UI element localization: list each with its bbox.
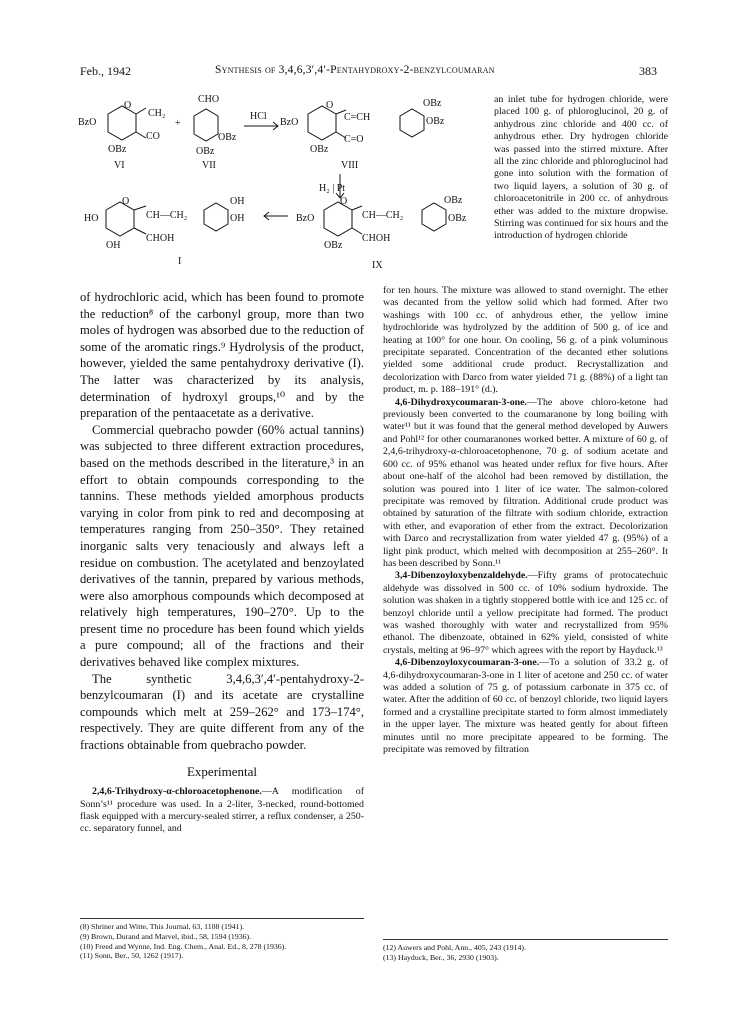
footnotes-left [80, 918, 364, 961]
page-number: 383 [639, 64, 657, 78]
ring-oxygen-label: O [340, 196, 348, 207]
footnote: (9) Brown, Durand and Marvel, ibid., 58, 1594 (1936). [80, 931, 252, 941]
footnote: (11) Sonn, Ber., 50, 1262 (1917). [80, 951, 184, 961]
carbonyl-label: CO [146, 131, 160, 142]
carbinol-label: CHOH [362, 233, 391, 244]
procedure-paragraph [383, 657, 668, 756]
compound-i-structure [84, 196, 244, 267]
procedure-title: 4,6-Dibenzoyloxycoumaran-3-one. [395, 657, 540, 669]
benzoyloxy-label: OBz [423, 98, 442, 109]
compound-viii-structure [280, 98, 445, 171]
procedure-title: 4,6-Dihydroxycoumaran-3-one. [395, 396, 528, 408]
benzoyloxy-label: OBz [448, 213, 467, 224]
running-header-date: Feb., 1942 [80, 64, 131, 78]
compound-vii-structure [194, 94, 237, 171]
procedure-paragraph [383, 397, 668, 571]
procedure-text: —To a solution of 33.2 g. of 4,6-dihydroxycoumaran-3-one in 1 liter of acetone and 250 cc. of water was added a solution of 75 g. of potassium carbonate in 375 cc. of water. After the addition of 60 cc. of benzoyl chloride, two liquid layers formed and a crystalline precipitate started to form almost immediately in the upper layer. The mixture was heated gently for about fifteen minutes until no more precipitate appeared to be forming. The precipitate was removed by filtration [383, 657, 668, 756]
methylene-label: CH—CH₂ [146, 210, 188, 221]
ring-oxygen-label: O [122, 196, 130, 207]
paragraph: for ten hours. The mixture was allowed to stand overnight. The ether was decanted from the yellow solid which had formed. After two washings with 100 cc. of anhydrous ether, the yellow imine hydrochloride was hydrolyzed by the addition of 500 g. of ice and heating at 100° for one hour. On cooling, 56 g. of a pink voluminous precipitate separated. Concentration of the decanted ether solutions yielded some additional crude product. Recrystallization and decolorization with Darco from water yielded 71 g. (88%) of a light tan product, m. p. 188–191° (d.). [383, 285, 668, 396]
hydroxyl-label: OH [230, 196, 245, 207]
benzoyloxy-label: BzO [296, 213, 315, 224]
ring-oxygen-label: O [124, 100, 132, 111]
footnote: (8) Shriner and Witte, This Journal, 63, 1108 (1941). [80, 922, 245, 931]
hydroxyl-label: OH [230, 213, 245, 224]
section-heading-experimental: Experimental [186, 763, 258, 779]
paragraph: Commercial quebracho powder (60% actual tannins) was subjected to three different extraction procedures, based on the methods described in the literature,³ in an effort to obtain compounds corresponding to the tannins. These methods yielded amorphous products varying in color from pink to red and decomposing at temperatures ranging from 250–350°. They retained inorganic salts very tenaciously and always left a residue on combustion. The acetylated and benzoylated derivatives of the tannin, prepared by various methods, were also amorphous compounds which decomposed at relatively high temperatures, 190–270°. Up to the present time no procedure has been found which yields a pure compound; all of the fractions and their derivatives behaved like complex mixtures. [80, 422, 364, 670]
benzoyloxy-label: BzO [78, 117, 97, 128]
procedure-text: —A modification of Sonn’s¹¹ procedure was used. In a 2-liter, 3-necked, round-bottomed flask equipped with a mercury-sealed stirrer, a reflux condenser, a 250-cc. separatory funnel, and [80, 786, 364, 835]
reagent-hydrogen-platinum: H₂ | Pt [319, 183, 346, 194]
right-column-top-text [494, 94, 668, 243]
benzoyloxy-label: OBz [426, 116, 445, 127]
procedure-paragraph [383, 570, 668, 657]
reagent-hcl: HCl [250, 111, 267, 122]
reaction-scheme [78, 92, 490, 284]
hydroxyl-label: HO [84, 213, 99, 224]
benzoyloxy-label: OBz [108, 144, 127, 155]
compound-label-vi: VI [114, 160, 125, 171]
compound-label-viii: VIII [341, 160, 359, 171]
compound-vi-structure [78, 100, 165, 171]
paragraph: an inlet tube for hydrogen chloride, were placed 100 g. of phloroglucinol, 20 g. of anhydrous zinc chloride and 400 cc. of anhydrous ether. Dry hydrogen chloride was passed into the stirred mixture. After all the zinc chloride and phloroglucinol had gone into solution with the formation of two liquid layers, a solution of 30 g. of chloroacetonitrile in 200 cc. of anhydrous ether was added to the mixture dropwise. Stirring was continued for six hours and the introduction of hydrogen chloride [494, 94, 668, 242]
compound-label-i: I [178, 256, 182, 267]
compound-label-ix: IX [372, 260, 383, 271]
methylene-label: CH—CH₂ [362, 210, 404, 221]
footnote: (13) Hayduck, Ber., 36, 2930 (1903). [383, 952, 499, 962]
benzoyloxy-label: OBz [218, 132, 237, 143]
hydroxyl-label: OH [106, 240, 121, 251]
compound-label-vii: VII [202, 160, 216, 171]
benzoyloxy-label: OBz [324, 240, 343, 251]
left-column [80, 289, 364, 836]
footnotes-right [383, 939, 668, 963]
carbinol-label: CHOH [146, 233, 175, 244]
ring-oxygen-label: O [326, 100, 334, 111]
procedure-text: —Fifty grams of protocatechuic aldehyde was dissolved in 500 cc. of 10% sodium hydroxide. The solution was shaken in a tightly stoppered bottle with ice and 125 cc. of benzoyl chloride until a yellow precipitate had formed. The product was washed thoroughly with water and recrystallized from 95% ethanol. The dibenzoate, obtained in 62% yield, consisted of white crystals, melting at 96–97° which agrees with the report by Hayduck.¹³ [383, 570, 668, 656]
footnote: (12) Auwers and Pohl, Ann., 405, 243 (1914). [383, 943, 526, 952]
ch2-label: CH₂ [148, 108, 166, 119]
procedure-title: 3,4-Dibenzoyloxybenzaldehyde. [395, 570, 528, 582]
running-header-title: Synthesis of 3,4,6,3′,4′-Pentahydroxy-2-benzylcoumaran [215, 64, 495, 76]
alkene-label: C=CH [344, 112, 371, 123]
benzoyloxy-label: BzO [280, 117, 299, 128]
ketone-label: C=O [344, 134, 364, 145]
plus-sign: + [175, 118, 181, 129]
footnote: (10) Freed and Wynne, Ind. Eng. Chem., Anal. Ed., 8, 278 (1936). [80, 941, 287, 951]
benzoyloxy-label: OBz [444, 195, 463, 206]
experimental-procedure [80, 786, 364, 836]
procedure-text: —The above chloro-ketone had previously been converted to the coumaranone by long boiling with water¹¹ but it was found that the general method developed by Auwers and Pohl¹² for other coumaranones worked better. A mixture of 60 g. of 2,4,6-trihydroxy-α-chloroacetophenone, 70 g. of sodium acetate and 600 cc. of 95% ethanol was heated under reflux for five hours. After about one-half of the alcohol had been removed by distillation, the solution was poured into 1 liter of ice water. The salmon-colored precipitate was removed by filtration. Additional crude product was obtained by saturation of the filtrate with sodium chloride, extraction with ether, and evaporation of ether from the extract. Decolorization with Darco and recrystallization from water yielded 47 g. (95%) of a light pink product, which melted with decomposition at 255–260°. It has been described by Sonn.¹¹ [383, 396, 668, 569]
paragraph: of hydrochloric acid, which has been found to promote the reduction⁸ of the carbonyl group, more than two moles of hydrogen was absorbed due to the reduction of some of the aromatic rings.⁹ Hydrolysis of the product, however, yielded the same pentahydroxy derivative (I). The latter was characterized by its analysis, determination of hydroxyl groups,¹⁰ and by the preparation of the pentaacetate as a derivative. [80, 290, 364, 421]
benzoyloxy-label: OBz [310, 144, 329, 155]
benzoyloxy-label: OBz [196, 146, 215, 157]
right-column [383, 285, 668, 756]
paragraph: The synthetic 3,4,6,3′,4′-pentahydroxy-2-benzylcoumaran (I) and its acetate are crystalline compounds which melt at 259–262° and 173–174°, respectively. They are quite different from any of the fractions obtainable from quebracho powder. [80, 671, 364, 753]
procedure-title: 2,4,6-Trihydroxy-α-chloroacetophenone. [92, 786, 262, 798]
compound-ix-structure [296, 195, 467, 271]
aldehyde-label: CHO [198, 94, 220, 105]
